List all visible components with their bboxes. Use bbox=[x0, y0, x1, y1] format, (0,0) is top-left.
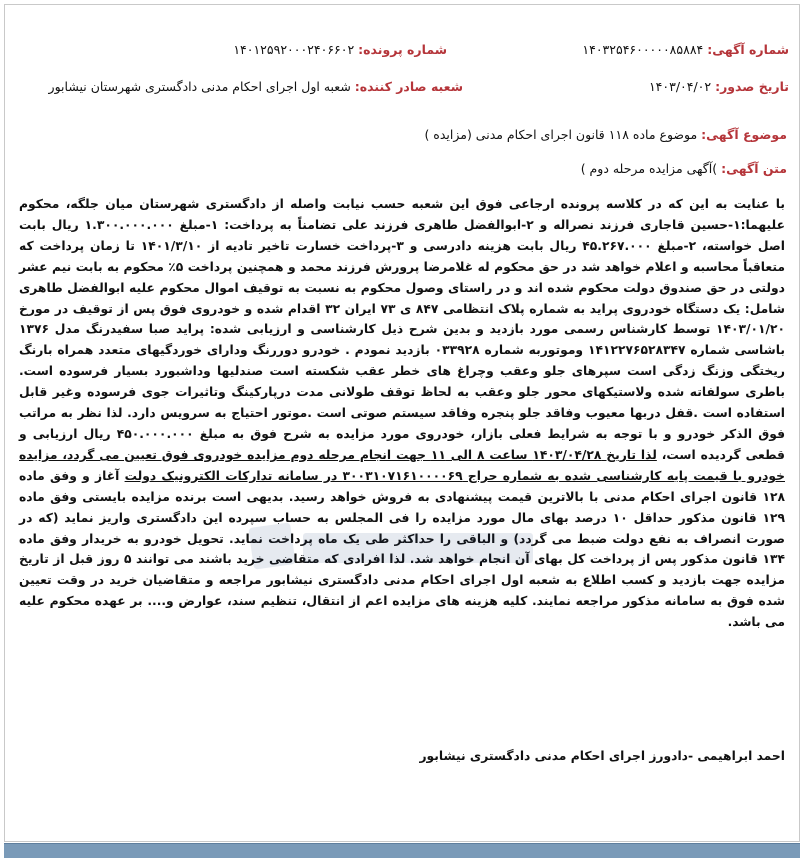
case-number-label: شماره پرونده: bbox=[358, 42, 447, 57]
text-heading-label: متن آگهی: bbox=[721, 161, 787, 176]
window-bottom-bar bbox=[4, 843, 800, 858]
ad-number: ۱۴۰۳۲۵۴۶۰۰۰۰۰۸۵۸۸۴ bbox=[582, 42, 704, 57]
issue-date-row bbox=[649, 78, 789, 96]
ad-body-text bbox=[19, 194, 785, 633]
ad-number-label: شماره آگهی: bbox=[707, 42, 789, 57]
issue-date: ۱۴۰۳/۰۴/۰۲ bbox=[648, 79, 712, 94]
issue-date-label: تاریخ صدور: bbox=[715, 79, 789, 94]
text-heading-value: )آگهی مزایده مرحله دوم ) bbox=[580, 161, 718, 176]
subject-value: موضوع ماده ۱۱۸ قانون اجرای احکام مدنی (مزایده ) bbox=[424, 127, 698, 142]
ad-number-row bbox=[582, 41, 789, 59]
auction-date-underlined: لذا تاریخ ۱۴۰۳/۰۴/۲۸ ساعت ۸ الی ۱۱ جهت انجام مرحله دوم مزایده خودروی فوق تعیین می گردد، مزایده خودرو با قیمت پایه کارشناسی شده به شماره حراج ۳۰۰۳۱۰۷۱۶۱۰۰۰۰۶۹ در سامانه تدارکات الکترونیک دولت bbox=[19, 447, 785, 483]
subject-label: موضوع آگهی: bbox=[701, 127, 787, 142]
case-number-row bbox=[233, 41, 447, 59]
issuer-label: شعبه صادر کننده: bbox=[354, 79, 463, 94]
case-number: ۱۴۰۱۲۵۹۲۰۰۰۲۴۰۶۶۰۲ bbox=[233, 42, 355, 57]
body-part-1: با عنایت به این که در کلاسه پرونده ارجاعی فوق این شعبه حسب نیابت واصله از دادگستری شهرستان میان جلگه، محکوم علیهما:۱-حسین قاجاری فرزند نصراله و ۲-ابوالفضل طاهری فرزند علی تضامناً به پرداخت: ۱-مبلغ ۱.۳۰۰.۰۰۰.۰۰۰ ریال بابت اصل خواسته، ۲-مبلغ ۴۵.۲۶۷.۰۰۰ ریال بابت هزینه دادرسی و ۳-پرداخت خسارت تاخیر تادیه از ۱۴۰۱/۳/۱۰ تا زمان پرداخت که متعاقباً محاسبه و اعلام خواهد شد در حق محکوم له غلامرضا پرورش فرزند محمد و همچنین پرداخت ۵٪ محکوم به بابت نیم عشر دولتی در حق صندوق دولت محکوم شده اند و در راستای وصول محکوم به نسبت به توقیف اموال محکوم علیه ابوالفضل طاهری شامل: یک دستگاه خودروی پراید به شماره پلاک انتظامی ۸۴۷ ی ۷۳ ایران ۳۲ اقدام شده و خودروی فوق پس از توقیف در مورخ ۱۴۰۳/۰۱/۲۰ توسط کارشناس رسمی مورد بازدید و بدین شرح ذیل کارشناسی و ارزیابی شده: پراید صبا سفیدرنگ مدل ۱۳۷۶ باشاسی شماره ۱۴۱۲۲۷۶۵۲۸۳۴۷ وموتوربه شماره ۰۳۳۹۲۸ بازدید نمودم . خودرو دوررنگ ودارای خوردگیهای متعدد همراه بارنگ ریختگی وزنگ زدگی است سپرهای جلو وعقب وچراغ های خطر عقب شکسته است صندلیها وداشبورد بسیار فرسوده است. باطری سولفاته شده ولاستیکهای محور جلو وعقب به لحاظ توقف طولانی مدت درپارکینگ وتاثیرات جوی فرسوده وغیر قابل استفاده است .قفل دربها معیوب وفاقد جلو پنجره وفاقد سیستم صوتی است .موتور احتیاج به سرویس دارد. لذا نظر به مراتب فوق الذکر خودرو و با توجه به شرایط فعلی بازار، خودروی مورد مزایده به شرح فوق به مبلغ ۴۵۰.۰۰۰.۰۰۰ ریال ارزیابی و قطعی گردیده است، bbox=[19, 197, 786, 462]
signature: احمد ابراهیمی -دادورز اجرای احکام مدنی دادگستری نیشابور bbox=[419, 749, 785, 763]
issuer-row bbox=[49, 78, 463, 96]
body-part-3: آغاز و وفق ماده ۱۲۸ قانون اجرای احکام مدنی با بالاترین قیمت پیشنهادی به فروش خواهد رسید. بدیهی است برنده مزایده بایستی وفق ماده ۱۲۹ قانون مذکور حداقل ۱۰ درصد بهای مال مورد مزایده را فی المجلس به حساب سپرده این دادگستری واریز نماید (که در صورت انصراف به نفع دولت ضبط می گردد) و الباقی را حداکثر طی یک ماه پرداخت نماید. تحویل خودرو به خریدار وفق ماده ۱۳۴ قانون مذکور پس از پرداخت کل بهای آن انجام خواهد شد. لذا افرادی که متقاضی خرید باشند می توانند ۵ روز قبل از تاریخ مزایده جهت بازدید و کسب اطلاع به شعبه اول اجرای احکام مدنی دادگستری نیشابور مراجعه و متقاضیان خرید در وقت تعیین شده فوق به سامانه مذکور مراجعه نمایند. کلیه هزینه های مزایده اعم از انتقال، تنظیم سند، عوارض و.... بر عهده محکوم علیه می باشد. bbox=[19, 468, 786, 630]
issuer: شعبه اول اجرای احکام مدنی دادگستری شهرستان نیشابور bbox=[48, 79, 351, 94]
text-heading-row bbox=[581, 159, 787, 179]
ad-document bbox=[4, 4, 800, 842]
subject-row bbox=[424, 125, 787, 145]
